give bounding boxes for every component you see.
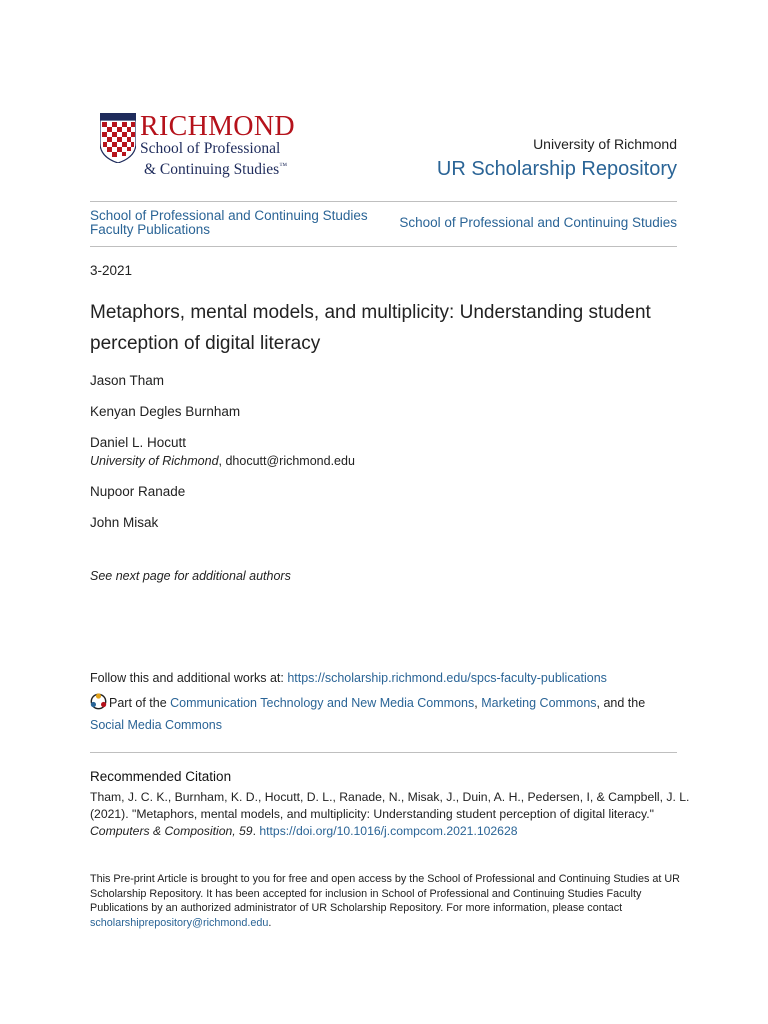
logo-subtitle-line1: School of Professional — [140, 140, 281, 157]
logo-subtitle-line2-text: & Continuing Studies — [144, 161, 280, 179]
shield-icon — [100, 113, 136, 163]
author-1: Jason Tham — [90, 373, 165, 388]
collection-left-line1: School of Professional and Continuing Studies — [90, 208, 368, 223]
marketing-commons-link[interactable]: Marketing Commons — [481, 696, 597, 710]
citation-journal: Computers & Composition, 59 — [90, 824, 253, 838]
communication-technology-commons-link[interactable]: Communication Technology and New Media Commons — [170, 696, 475, 710]
repository-link[interactable]: UR Scholarship Repository — [436, 158, 677, 180]
collection-link-left[interactable] — [90, 209, 385, 237]
publication-date: 3-2021 — [90, 263, 133, 278]
follow-url-link[interactable]: https://scholarship.richmond.edu/spcs-faculty-publications — [287, 671, 607, 685]
divider-top — [90, 201, 677, 202]
collection-left-line2: Faculty Publications — [90, 222, 211, 237]
recommended-citation-text — [90, 789, 690, 840]
author-4: Nupoor Ranade — [90, 484, 186, 499]
richmond-spcs-logo — [100, 113, 320, 177]
commons-network-icon — [90, 693, 107, 710]
affiliation-email: , dhocutt@richmond.edu — [218, 454, 355, 468]
author-5: John Misak — [90, 515, 159, 530]
article-title: Metaphors, mental models, and multiplicity: Understanding student perception of digital literacy — [90, 302, 651, 354]
part-of-disciplines — [90, 692, 690, 736]
access-notice — [90, 872, 680, 930]
collection-link-right[interactable]: School of Professional and Continuing Studies — [399, 215, 677, 230]
follow-line — [90, 671, 607, 685]
part-of-prefix: Part of the — [109, 696, 171, 710]
author-2: Kenyan Degles Burnham — [90, 404, 241, 419]
logo-subtitle-line2 — [144, 157, 287, 178]
follow-prefix: Follow this and additional works at: — [90, 671, 288, 685]
citation-doi-link[interactable]: https://doi.org/10.1016/j.compcom.2021.102628 — [259, 824, 518, 838]
recommended-citation-heading: Recommended Citation — [90, 769, 232, 784]
author-3: Daniel L. Hocutt — [90, 435, 187, 450]
citation-separator: . — [252, 824, 260, 838]
separator-2: , and the — [596, 696, 646, 710]
divider-collections — [90, 246, 677, 247]
citation-body: Tham, J. C. K., Burnham, K. D., Hocutt, D. L., Ranade, N., Misak, J., Duin, A. H., Pedersen, I, & Campbell, J. L. (2021). "Metaphors, mental models, and multiplicity: Understanding student perception of digital literacy." — [90, 790, 690, 821]
university-name: University of Richmond — [533, 136, 677, 152]
divider-citation — [90, 752, 677, 753]
access-notice-text: This Pre-print Article is brought to you for free and open access by the School of Professional and Continuing Studies at UR Scholarship Repository. It has been accepted for inclusion in School of Professional and Continuing Studies Faculty Publications by an authorized administrator of UR Scholarship Repository. For more information, please contact — [90, 873, 680, 914]
logo-trademark: ™ — [279, 161, 288, 170]
author-3-affiliation — [90, 454, 355, 468]
social-media-commons-link[interactable]: Social Media Commons — [90, 718, 222, 732]
additional-authors-note: See next page for additional authors — [90, 569, 291, 583]
logo-wordmark: RICHMOND — [140, 111, 295, 142]
separator-1: , — [474, 696, 482, 710]
access-notice-end: . — [268, 916, 272, 929]
contact-email-link[interactable]: scholarshiprepository@richmond.edu — [90, 916, 269, 929]
affiliation-institution: University of Richmond — [90, 454, 219, 468]
